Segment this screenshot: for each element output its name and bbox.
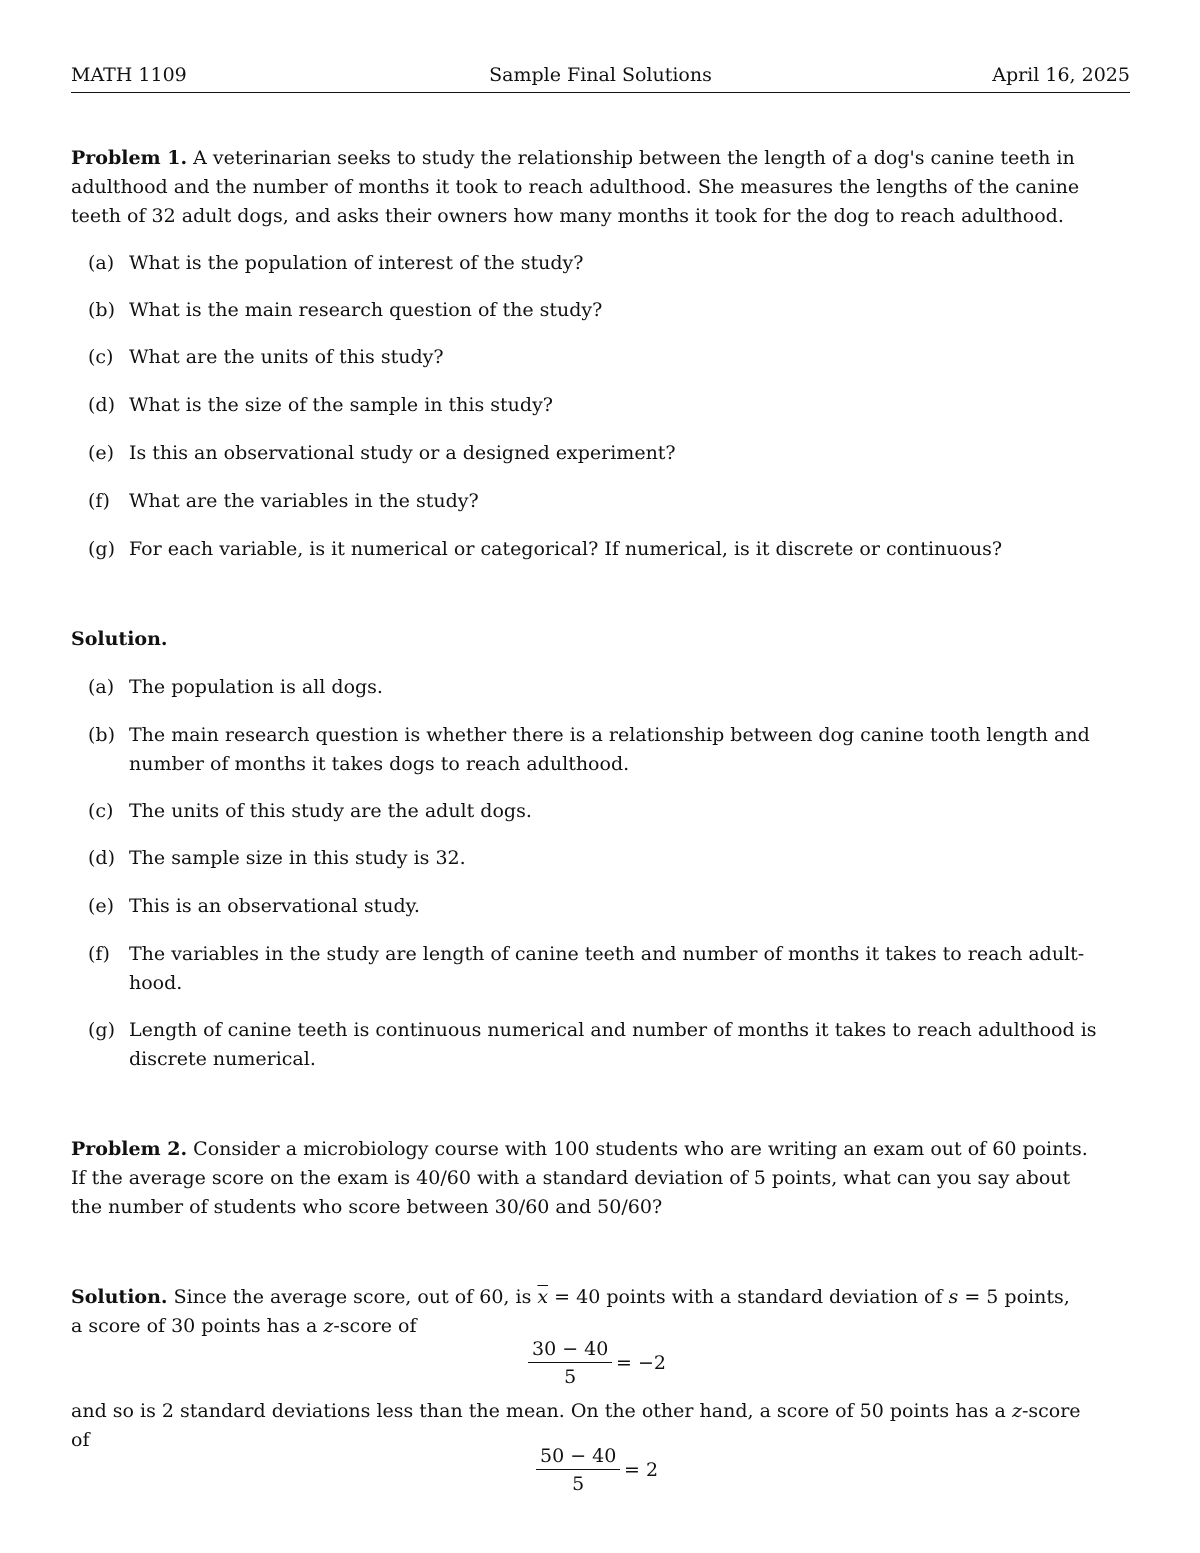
z-score-fraction-1: $\frac{30 - 40}{5}$ xyxy=(528,1336,612,1391)
problem-2-statement: Problem 2. Consider a microbiology course with 100 students who are writing an exam out of 60 points. If the average score on the exam is 40/60 with a standard deviation of 5 points, what can you say about the number of students who score between 30/60 and 50/60? xyxy=(71,1138,1088,1218)
problem-1-text-line: A veterinarian seeks to study the relationship between the length of a dog's canine teeth in xyxy=(193,147,1075,169)
solution-2-label: Solution. xyxy=(71,1286,168,1308)
course-code: MATH 1109 xyxy=(71,64,187,86)
problem-1-label: Problem 1. xyxy=(71,147,188,169)
z-score-result-1: = −2 xyxy=(616,1352,666,1374)
solution-2: Solution. Since the average score, out of 60, is $\overline{x} = 40$ points with a standard deviation of s = 5 points, a score of 30 points has a z-score of xyxy=(71,1286,1070,1337)
document-date: April 16, 2025 xyxy=(992,64,1130,86)
solution-1-label: Solution. xyxy=(71,628,168,650)
xbar-symbol: $\overline{x}$ xyxy=(537,1286,549,1308)
z-score-fraction-2: $\frac{50 - 40}{5}$ xyxy=(536,1443,620,1498)
z-score-result-2: = 2 xyxy=(624,1459,659,1481)
solution-2-continued: and so is 2 standard deviations less than the mean. On the other hand, a score of 50 points has a z-score of xyxy=(71,1400,1081,1451)
page-header xyxy=(71,62,1130,93)
problem-2-label: Problem 2. xyxy=(71,1138,188,1160)
problem-1-text-line: teeth of 32 adult dogs, and asks their owners how many months it took for the dog to reach adulthood. xyxy=(71,205,1064,227)
problem-1-text-line: adulthood and the number of months it took to reach adulthood. She measures the lengths of the canine xyxy=(71,176,1080,198)
problem-1-statement xyxy=(71,144,1130,231)
document-title: Sample Final Solutions xyxy=(489,64,712,86)
